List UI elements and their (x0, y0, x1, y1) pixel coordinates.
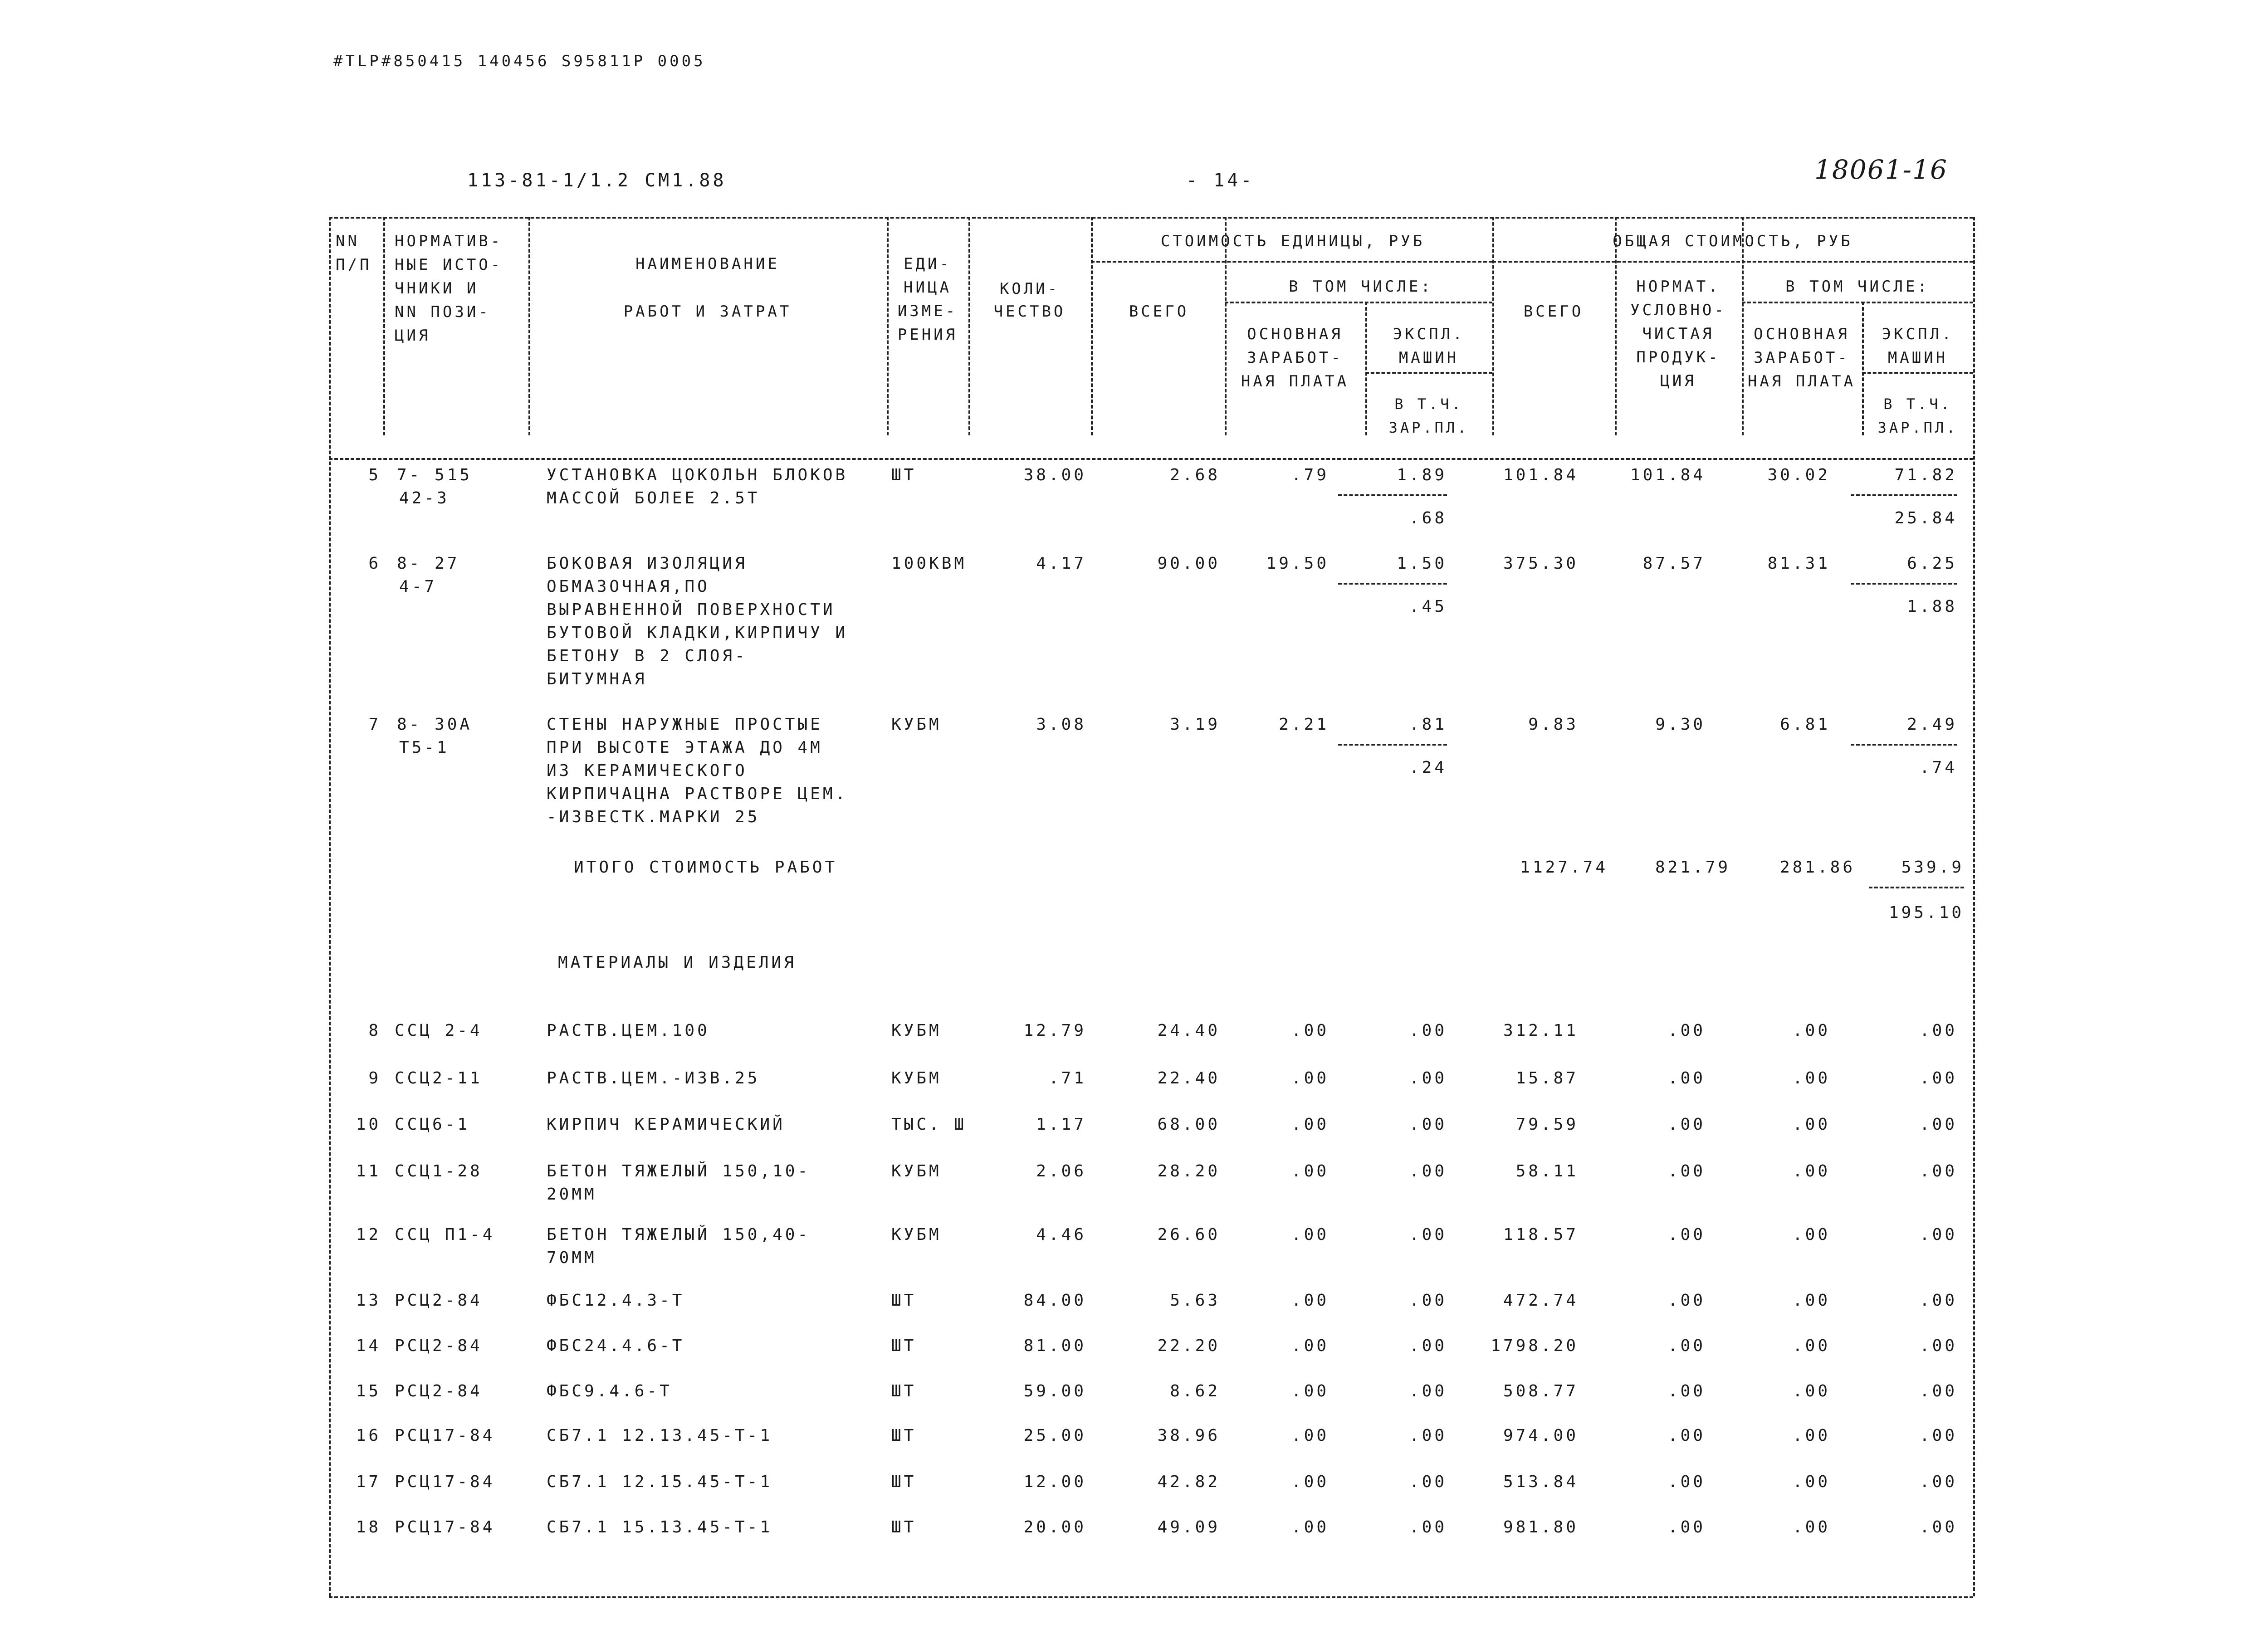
row-normative: Т5-1 (399, 738, 450, 757)
itogo-wage: 281.86 (1779, 858, 1855, 877)
material-name: ФБС9.4.6-Т (547, 1382, 672, 1400)
material-total: 508.77 (1503, 1382, 1579, 1400)
page-number: - 14- (1186, 170, 1255, 191)
itogo-machine: 539.9 (1901, 858, 1964, 877)
material-total-normative: .00 (1667, 1115, 1706, 1134)
material-code: ССЦ2-11 (395, 1069, 483, 1088)
material-total-normative: .00 (1667, 1291, 1706, 1310)
fraction-line (1869, 887, 1964, 888)
header-unit: ЕДИ- (904, 255, 952, 273)
row-qty: 4.17 (1036, 554, 1086, 573)
row-name: КИРПИЧАЦНА РАСТВОРЕ ЦЕМ. (547, 785, 848, 803)
material-number: 10 (356, 1115, 381, 1134)
material-unit: КУБМ (891, 1021, 942, 1040)
row-total-wage: 6.81 (1780, 715, 1830, 734)
material-unit: ТЫС. Ш (891, 1115, 967, 1134)
material-unit-wage: .00 (1291, 1382, 1329, 1400)
material-name: РАСТВ.ЦЕМ.100 (547, 1021, 710, 1040)
row-total-machine-wage: .74 (1919, 758, 1957, 777)
row-unit-machine-wage: .68 (1409, 509, 1447, 527)
material-unit-total: 42.82 (1157, 1473, 1220, 1491)
material-name: РАСТВ.ЦЕМ.-ИЗВ.25 (547, 1069, 760, 1088)
material-unit-wage: .00 (1291, 1225, 1329, 1244)
material-unit-wage: .00 (1291, 1069, 1329, 1088)
row-total-machine-wage: 1.88 (1907, 597, 1957, 616)
header-wage: НАЯ ПЛАТА (1241, 372, 1349, 390)
column-rule (968, 217, 970, 435)
material-total-machine: .00 (1919, 1336, 1957, 1355)
material-total-machine: .00 (1919, 1162, 1957, 1180)
material-qty: 59.00 (1023, 1382, 1086, 1400)
material-code: РСЦ2-84 (395, 1291, 483, 1310)
row-unit-machine-wage: .45 (1409, 597, 1447, 616)
material-unit-machine: .00 (1409, 1069, 1447, 1088)
material-code: ССЦ1-28 (395, 1162, 483, 1180)
row-name: СТЕНЫ НАРУЖНЫЕ ПРОСТЫЕ (547, 715, 823, 734)
material-total-machine: .00 (1919, 1225, 1957, 1244)
header-normative-net: УСЛОВНО- (1630, 301, 1726, 319)
subgroup-underline-total-mach (1862, 372, 1973, 374)
header-total-machine-wage: ЗАР.ПЛ. (1877, 419, 1958, 436)
material-unit-wage: .00 (1291, 1518, 1329, 1536)
material-total-machine: .00 (1919, 1518, 1957, 1536)
material-total-normative: .00 (1667, 1426, 1706, 1445)
row-unit-machine-wage: .24 (1409, 758, 1447, 777)
material-total: 118.57 (1503, 1225, 1579, 1244)
material-unit-wage: .00 (1291, 1426, 1329, 1445)
material-name: БЕТОН ТЯЖЕЛЫЙ 150,10- (547, 1162, 811, 1180)
material-total-wage: .00 (1792, 1291, 1830, 1310)
material-name: СБ7.1 12.13.45-Т-1 (547, 1426, 773, 1445)
column-rule (1615, 217, 1617, 435)
material-unit-wage: .00 (1291, 1162, 1329, 1180)
material-unit-wage: .00 (1291, 1291, 1329, 1310)
material-total-wage: .00 (1792, 1473, 1830, 1491)
header-normative: ЧНИКИ И (395, 279, 479, 298)
fraction-line (1851, 583, 1957, 585)
material-total-wage: .00 (1792, 1225, 1830, 1244)
row-name: ВЫРАВНЕННОЙ ПОВЕРХНОСТИ (547, 600, 836, 619)
fraction-line (1338, 744, 1447, 746)
material-unit-machine: .00 (1409, 1426, 1447, 1445)
material-unit-wage: .00 (1291, 1021, 1329, 1040)
material-unit-total: 28.20 (1157, 1162, 1220, 1180)
column-rule (887, 217, 889, 435)
row-normative: 4-7 (399, 577, 437, 596)
row-name: -ИЗВЕСТК.МАРКИ 25 (547, 808, 760, 826)
column-rule (1862, 302, 1864, 435)
row-unit-total: 90.00 (1157, 554, 1220, 573)
material-unit-total: 49.09 (1157, 1518, 1220, 1536)
material-total-machine: .00 (1919, 1069, 1957, 1088)
header-total-wage: ОСНОВНАЯ (1754, 325, 1850, 343)
column-rule (1742, 217, 1744, 435)
handwritten-stamp: 18061-16 (1814, 154, 1948, 185)
material-unit: ШТ (891, 1336, 917, 1355)
row-unit: ШТ (891, 466, 917, 484)
row-total: 9.83 (1528, 715, 1579, 734)
header-machine: ЭКСПЛ. (1393, 325, 1465, 343)
material-unit: ШТ (891, 1518, 917, 1536)
material-total-wage: .00 (1792, 1162, 1830, 1180)
material-total-wage: .00 (1792, 1021, 1830, 1040)
header-name: НАИМЕНОВАНИЕ (635, 255, 780, 273)
header-total-machine-wage: В Т.Ч. (1883, 395, 1952, 413)
material-total-machine: .00 (1919, 1291, 1957, 1310)
material-code: РСЦ17-84 (395, 1426, 495, 1445)
material-number: 9 (368, 1069, 381, 1088)
row-unit: КУБМ (891, 715, 942, 734)
header-unit-cost: СТОИМОСТЬ ЕДИНИЦЫ, РУБ (1160, 232, 1425, 250)
material-unit: ШТ (891, 1291, 917, 1310)
header-normative-net: ЦИЯ (1660, 372, 1696, 390)
material-total: 513.84 (1503, 1473, 1579, 1491)
material-qty: .71 (1048, 1069, 1086, 1088)
row-normative: 7- 515 (397, 466, 473, 484)
subgroup-underline-unit (1225, 302, 1492, 303)
material-total: 58.11 (1515, 1162, 1579, 1180)
header-wage: ОСНОВНАЯ (1247, 325, 1343, 343)
material-total-machine: .00 (1919, 1021, 1957, 1040)
material-name: ФБС24.4.6-Т (547, 1336, 685, 1355)
material-total-machine: .00 (1919, 1115, 1957, 1134)
row-number: 5 (368, 466, 381, 484)
document-id: #TLP#850415 140456 S95811P 0005 (333, 52, 706, 70)
row-total-normative: 101.84 (1630, 466, 1706, 484)
header-normative: ЦИЯ (395, 327, 431, 345)
material-number: 16 (356, 1426, 381, 1445)
row-name: БОКОВАЯ ИЗОЛЯЦИЯ (547, 554, 748, 573)
material-unit: КУБМ (891, 1069, 942, 1088)
header-normative-net: ПРОДУК- (1636, 348, 1721, 366)
row-name: БЕТОНУ В 2 СЛОЯ- (547, 647, 748, 665)
material-total-normative: .00 (1667, 1225, 1706, 1244)
row-total-machine: 2.49 (1907, 715, 1957, 734)
header-nn: П/П (336, 256, 372, 274)
material-unit: КУБМ (891, 1225, 942, 1244)
material-total-normative: .00 (1667, 1336, 1706, 1355)
header-unit-total: ВСЕГО (1129, 302, 1189, 321)
material-total-machine: .00 (1919, 1382, 1957, 1400)
material-unit-total: 68.00 (1157, 1115, 1220, 1134)
material-name: СБ7.1 12.15.45-Т-1 (547, 1473, 773, 1491)
material-unit-machine: .00 (1409, 1336, 1447, 1355)
table-left-border (329, 217, 331, 1596)
material-unit-machine: .00 (1409, 1291, 1447, 1310)
material-total-normative: .00 (1667, 1382, 1706, 1400)
material-code: ССЦ6-1 (395, 1115, 470, 1134)
material-qty: 81.00 (1023, 1336, 1086, 1355)
header-wage: ЗАРАБОТ- (1247, 349, 1343, 367)
column-rule (1365, 302, 1367, 435)
material-unit-machine: .00 (1409, 1021, 1447, 1040)
material-unit-total: 24.40 (1157, 1021, 1220, 1040)
document-code: 113-81-1/1.2 СМ1.88 (467, 170, 727, 191)
material-unit-machine: .00 (1409, 1162, 1447, 1180)
row-unit: 100КВМ (891, 554, 967, 573)
row-unit-total: 2.68 (1170, 466, 1220, 484)
material-total-machine: .00 (1919, 1426, 1957, 1445)
row-name: ПРИ ВЫСОТЕ ЭТАЖА ДО 4М (547, 738, 823, 757)
row-normative: 42-3 (399, 489, 450, 507)
material-unit: КУБМ (891, 1162, 942, 1180)
material-code: РСЦ2-84 (395, 1382, 483, 1400)
row-unit-machine: 1.89 (1397, 466, 1447, 484)
material-qty: 2.06 (1036, 1162, 1086, 1180)
material-qty: 12.00 (1023, 1473, 1086, 1491)
row-name: БУТОВОЙ КЛАДКИ,КИРПИЧУ И (547, 624, 848, 642)
material-unit-wage: .00 (1291, 1115, 1329, 1134)
material-code: ССЦ 2-4 (395, 1021, 483, 1040)
material-total-normative: .00 (1667, 1021, 1706, 1040)
material-name: БЕТОН ТЯЖЕЛЫЙ 150,40- (547, 1225, 811, 1244)
material-total-machine: .00 (1919, 1473, 1957, 1491)
itogo-total: 1127.74 (1520, 858, 1608, 877)
material-number: 8 (368, 1021, 381, 1040)
header-normative: НОРМАТИВ- (395, 232, 503, 250)
header-total-wage: ЗАРАБОТ- (1754, 349, 1850, 367)
material-number: 11 (356, 1162, 381, 1180)
row-unit-machine: 1.50 (1397, 554, 1447, 573)
row-total: 101.84 (1503, 466, 1579, 484)
itogo-machine-wage: 195.10 (1888, 903, 1964, 922)
material-total-wage: .00 (1792, 1069, 1830, 1088)
row-total-machine: 71.82 (1894, 466, 1957, 484)
row-number: 6 (368, 554, 381, 573)
header-machine: МАШИН (1398, 349, 1459, 367)
column-rule (1225, 217, 1227, 435)
subgroup-underline-unit-mach (1365, 372, 1492, 374)
material-name: КИРПИЧ КЕРАМИЧЕСКИЙ (547, 1115, 785, 1134)
material-name: 20ММ (547, 1185, 597, 1204)
material-qty: 4.46 (1036, 1225, 1086, 1244)
material-unit-wage: .00 (1291, 1336, 1329, 1355)
row-unit-machine: .81 (1409, 715, 1447, 734)
itogo-normative: 821.79 (1655, 858, 1730, 877)
row-name: БИТУМНАЯ (547, 670, 647, 688)
header-unit: НИЦА (904, 278, 952, 297)
row-total-machine: 6.25 (1907, 554, 1957, 573)
material-unit-wage: .00 (1291, 1473, 1329, 1491)
fraction-line (1851, 744, 1957, 746)
material-code: РСЦ17-84 (395, 1518, 495, 1536)
materials-section-title: МАТЕРИАЛЫ И ИЗДЕЛИЯ (558, 953, 797, 972)
material-total-normative: .00 (1667, 1069, 1706, 1088)
material-total: 472.74 (1503, 1291, 1579, 1310)
material-total-wage: .00 (1792, 1336, 1830, 1355)
material-unit-machine: .00 (1409, 1115, 1447, 1134)
header-machine-wage: ЗАР.ПЛ. (1388, 419, 1469, 436)
row-qty: 3.08 (1036, 715, 1086, 734)
material-unit: ШТ (891, 1473, 917, 1491)
material-number: 12 (356, 1225, 381, 1244)
header-total-wage: НАЯ ПЛАТА (1747, 372, 1856, 390)
material-unit-total: 5.63 (1170, 1291, 1220, 1310)
material-unit-total: 26.60 (1157, 1225, 1220, 1244)
column-rule (383, 217, 385, 435)
row-total-normative: 9.30 (1655, 715, 1706, 734)
header-machine-wage: В Т.Ч. (1394, 395, 1463, 413)
subgroup-underline-total (1742, 302, 1973, 303)
header-nn: NN (336, 232, 360, 250)
material-unit-machine: .00 (1409, 1225, 1447, 1244)
material-unit-machine: .00 (1409, 1518, 1447, 1536)
row-total-wage: 81.31 (1767, 554, 1830, 573)
fraction-line (1851, 494, 1957, 496)
material-total-wage: .00 (1792, 1518, 1830, 1536)
header-total-total: ВСЕГО (1523, 302, 1584, 321)
column-rule (1091, 217, 1093, 435)
header-qty: ЧЕСТВО (993, 302, 1066, 321)
material-total: 974.00 (1503, 1426, 1579, 1445)
material-unit-total: 8.62 (1170, 1382, 1220, 1400)
header-unit: РЕНИЯ (897, 326, 958, 344)
material-unit: ШТ (891, 1426, 917, 1445)
material-unit: ШТ (891, 1382, 917, 1400)
header-total-machine: МАШИН (1887, 349, 1948, 367)
header-total-machine: ЭКСПЛ. (1882, 325, 1954, 343)
material-code: ССЦ П1-4 (395, 1225, 495, 1244)
row-unit-wage: .79 (1291, 466, 1329, 484)
header-normative-net: НОРМАТ. (1636, 278, 1721, 296)
material-name: СБ7.1 15.13.45-Т-1 (547, 1518, 773, 1536)
material-total-normative: .00 (1667, 1162, 1706, 1180)
row-unit-total: 3.19 (1170, 715, 1220, 734)
header-name: РАБОТ И ЗАТРАТ (623, 302, 792, 321)
row-name: УСТАНОВКА ЦОКОЛЬН БЛОКОВ (547, 466, 848, 484)
group-underline-unit (1091, 261, 1492, 263)
material-name: ФБС12.4.3-Т (547, 1291, 685, 1310)
row-normative: 8- 27 (397, 554, 460, 573)
material-unit-total: 38.96 (1157, 1426, 1220, 1445)
material-number: 18 (356, 1518, 381, 1536)
header-incl-total: В ТОМ ЧИСЛЕ: (1785, 278, 1930, 296)
row-total-machine-wage: 25.84 (1894, 509, 1957, 527)
header-total-cost: ОБЩАЯ СТОИМОСТЬ, РУБ (1613, 232, 1853, 250)
row-unit-wage: 19.50 (1266, 554, 1329, 573)
table-right-border (1973, 217, 1975, 1596)
row-unit-wage: 2.21 (1279, 715, 1329, 734)
material-total: 981.80 (1503, 1518, 1579, 1536)
row-total-normative: 87.57 (1642, 554, 1706, 573)
material-total: 79.59 (1515, 1115, 1579, 1134)
row-total: 375.30 (1503, 554, 1579, 573)
material-total: 15.87 (1515, 1069, 1579, 1088)
material-qty: 12.79 (1023, 1021, 1086, 1040)
column-rule (528, 217, 530, 435)
itogo-label: ИТОГО СТОИМОСТЬ РАБОТ (574, 858, 838, 877)
material-unit-machine: .00 (1409, 1473, 1447, 1491)
row-name: МАССОЙ БОЛЕЕ 2.5Т (547, 489, 760, 507)
header-normative: NN ПОЗИ- (395, 303, 491, 321)
material-number: 17 (356, 1473, 381, 1491)
table-top-border (329, 217, 1973, 219)
row-number: 7 (368, 715, 381, 734)
header-incl-unit: В ТОМ ЧИСЛЕ: (1289, 278, 1433, 296)
material-total-normative: .00 (1667, 1518, 1706, 1536)
material-total: 1798.20 (1491, 1336, 1579, 1355)
column-rule (1492, 217, 1494, 435)
material-total-wage: .00 (1792, 1426, 1830, 1445)
row-total-wage: 30.02 (1767, 466, 1830, 484)
material-qty: 84.00 (1023, 1291, 1086, 1310)
row-name: ОБМАЗОЧНАЯ,ПО (547, 577, 710, 596)
row-name: ИЗ КЕРАМИЧЕСКОГО (547, 761, 748, 780)
material-number: 14 (356, 1336, 381, 1355)
material-number: 13 (356, 1291, 381, 1310)
material-unit-total: 22.40 (1157, 1069, 1220, 1088)
material-qty: 1.17 (1036, 1115, 1086, 1134)
material-total-wage: .00 (1792, 1382, 1830, 1400)
material-number: 15 (356, 1382, 381, 1400)
table-bottom-border (329, 1596, 1973, 1598)
material-unit-total: 22.20 (1157, 1336, 1220, 1355)
header-qty: КОЛИ- (999, 280, 1060, 298)
group-underline-total (1492, 261, 1973, 263)
header-normative: НЫЕ ИСТО- (395, 256, 503, 274)
material-name: 70ММ (547, 1249, 597, 1267)
fraction-line (1338, 583, 1447, 585)
row-qty: 38.00 (1023, 466, 1086, 484)
material-qty: 20.00 (1023, 1518, 1086, 1536)
header-unit: ИЗМЕ- (897, 302, 958, 320)
material-code: РСЦ17-84 (395, 1473, 495, 1491)
header-bottom-border (329, 458, 1973, 460)
row-normative: 8- 30А (397, 715, 473, 734)
header-normative-net: ЧИСТАЯ (1642, 325, 1715, 343)
material-total-normative: .00 (1667, 1473, 1706, 1491)
material-code: РСЦ2-84 (395, 1336, 483, 1355)
material-qty: 25.00 (1023, 1426, 1086, 1445)
material-total: 312.11 (1503, 1021, 1579, 1040)
material-unit-machine: .00 (1409, 1382, 1447, 1400)
fraction-line (1338, 494, 1447, 496)
material-total-wage: .00 (1792, 1115, 1830, 1134)
